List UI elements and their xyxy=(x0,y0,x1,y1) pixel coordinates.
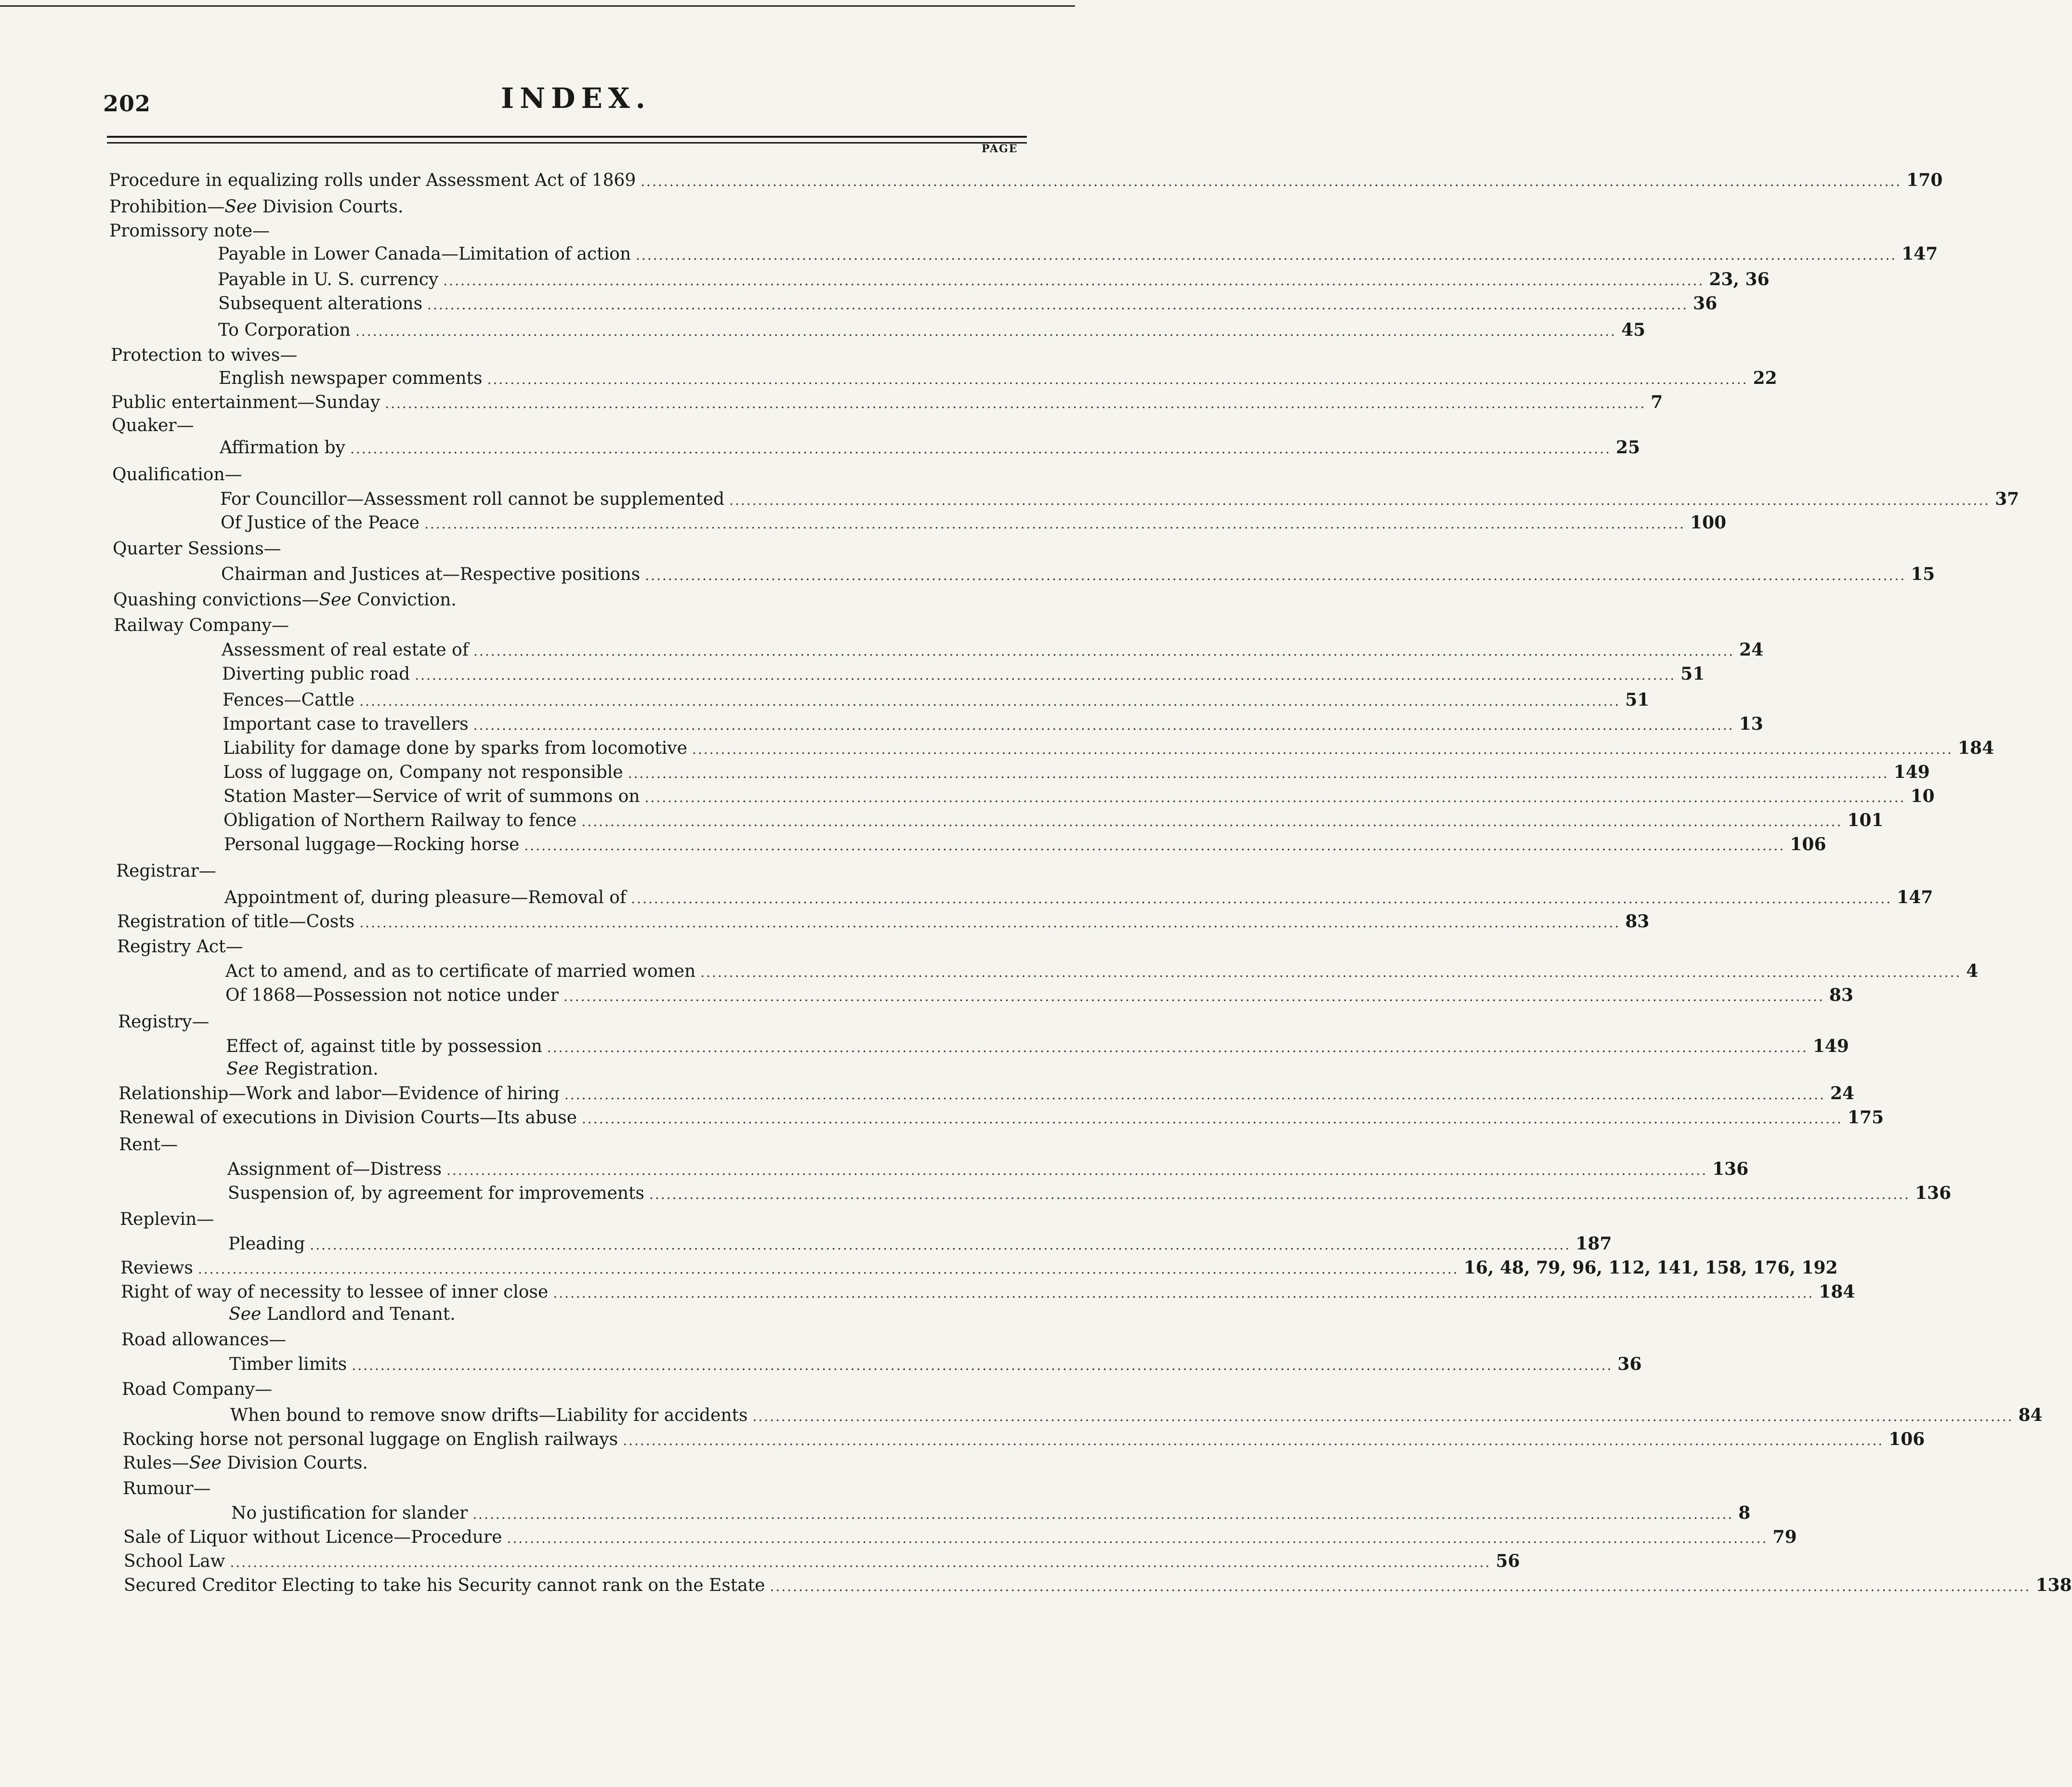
entry-text: Registration of title—Costs xyxy=(117,912,355,932)
index-entry xyxy=(118,1083,1855,1104)
index-entry xyxy=(222,639,1764,660)
leader-dots: ............................................................................................................................................................................................................................ xyxy=(197,1261,1459,1277)
entry-page-number: 101 xyxy=(1847,810,1884,830)
entry-text: Appointment of, during pleasure—Removal of xyxy=(224,888,627,907)
entry-page-number: 106 xyxy=(1790,834,1826,854)
entry-page-number: 136 xyxy=(1712,1159,1749,1179)
leader-dots: ............................................................................................................................................................................................................................ xyxy=(473,717,1734,733)
leader-dots: ............................................................................................................................................................................................................................ xyxy=(473,643,1735,659)
entry-text: Promissory note— xyxy=(109,221,270,241)
index-entry xyxy=(124,1575,2072,1596)
index-entry xyxy=(114,615,1045,636)
entry-text: Road allowances— xyxy=(121,1330,287,1350)
entry-text: Reviews xyxy=(120,1258,193,1278)
entry-page-number: 136 xyxy=(1915,1183,1952,1203)
leader-dots: ............................................................................................................................................................................................................................ xyxy=(752,1408,2014,1424)
index-entry xyxy=(218,243,1938,264)
leader-dots: ............................................................................................................................................................................................................................ xyxy=(628,765,1889,781)
entry-page-number: 51 xyxy=(1680,664,1705,684)
index-entry xyxy=(223,786,1935,807)
index-entry xyxy=(218,269,1770,290)
entry-text: Assessment of real estate of xyxy=(222,640,469,660)
entry-text: Important case to travellers xyxy=(223,714,469,734)
index-entry xyxy=(227,1158,1749,1180)
entry-text: Registry Act— xyxy=(117,937,243,957)
entry-text: Diverting public road xyxy=(222,664,410,684)
see-reference: See xyxy=(224,197,257,217)
index-entry xyxy=(117,911,1650,932)
index-entry xyxy=(221,564,1935,585)
index-entry xyxy=(112,415,1045,436)
entry-text: Right of way of necessity to lessee of inner close xyxy=(121,1282,549,1302)
entry-text: Station Master—Service of writ of summons on xyxy=(223,787,640,806)
entry-text: Quaker— xyxy=(112,416,194,435)
entry-page-number: 83 xyxy=(1625,911,1650,932)
entry-text: Prohibition—See Division Courts. xyxy=(109,197,404,217)
leader-dots: ............................................................................................................................................................................................................................ xyxy=(692,741,1954,757)
entry-text: Loss of luggage on, Company not responsible xyxy=(223,762,623,782)
entry-page-number: 83 xyxy=(1829,985,1854,1005)
index-entry xyxy=(118,1012,1045,1033)
index-entry xyxy=(123,1526,1797,1548)
index-entry xyxy=(222,663,1705,684)
leader-dots: ............................................................................................................................................................................................................................ xyxy=(631,891,1892,907)
index-entry xyxy=(228,1183,1952,1204)
entry-page-number: 100 xyxy=(1690,512,1727,533)
entry-text: When bound to remove snow drifts—Liability for accidents xyxy=(230,1406,748,1425)
entry-page-number: 84 xyxy=(2018,1405,2043,1425)
entry-page-number: 10 xyxy=(1910,786,1935,806)
leader-dots: ............................................................................................................................................................................................................................ xyxy=(350,441,1612,457)
entry-text: Liability for damage done by sparks from locomotive xyxy=(223,738,687,758)
page-column-label: PAGE xyxy=(982,143,1018,155)
entry-text: Payable in U. S. currency xyxy=(218,270,439,289)
entry-page-number: 4 xyxy=(1966,961,1979,981)
entry-text: Road Company— xyxy=(122,1380,273,1399)
entry-page-number: 37 xyxy=(1995,489,2020,509)
index-entry xyxy=(113,590,1045,611)
leader-dots: ............................................................................................................................................................................................................................ xyxy=(443,273,1705,289)
index-entry xyxy=(109,197,1045,218)
index-entry xyxy=(224,834,1826,855)
entry-text: Payable in Lower Canada—Limitation of action xyxy=(218,244,631,264)
index-entry xyxy=(218,293,1718,314)
index-entry xyxy=(225,985,1854,1006)
leader-dots: ............................................................................................................................................................................................................................ xyxy=(487,371,1748,387)
leader-dots: ............................................................................................................................................................................................................................ xyxy=(729,492,1991,508)
entry-text: Public entertainment—Sunday xyxy=(111,393,380,412)
entry-text: Quarter Sessions— xyxy=(113,539,281,559)
index-entry xyxy=(109,221,1045,242)
entry-page-number: 51 xyxy=(1625,690,1650,710)
index-entry xyxy=(122,1429,1925,1450)
entry-page-number: 147 xyxy=(1902,244,1938,264)
entry-text: See Landlord and Tenant. xyxy=(229,1304,456,1324)
page-number: 202 xyxy=(103,91,151,117)
entry-text: Chairman and Justices at—Respective positions xyxy=(221,565,641,584)
index-entry xyxy=(225,960,1979,982)
see-reference: See xyxy=(189,1453,222,1473)
entry-text: Relationship—Work and labor—Evidence of hiring xyxy=(118,1084,560,1104)
entry-text: Sale of Liquor without Licence—Procedure xyxy=(123,1527,502,1547)
entry-text: Qualification— xyxy=(112,465,242,485)
entry-text: Registry— xyxy=(118,1012,210,1032)
entry-text: Obligation of Northern Railway to fence xyxy=(223,811,577,830)
entry-page-number: 138 xyxy=(2035,1575,2072,1595)
entry-text: Quashing convictions—See Conviction. xyxy=(113,590,457,610)
entry-text: Affirmation by xyxy=(220,438,345,458)
entry-text: For Councillor—Assessment roll cannot be supplemented xyxy=(220,489,724,509)
entry-page-number: 25 xyxy=(1616,437,1640,458)
index-entry xyxy=(226,1059,1045,1080)
index-entry xyxy=(223,689,1650,710)
entry-text: Rules—See Division Courts. xyxy=(123,1453,368,1473)
see-reference: See xyxy=(319,590,352,610)
entry-text: Suspension of, by agreement for improvements xyxy=(228,1183,644,1203)
index-entry xyxy=(230,1405,2043,1426)
leader-dots: ............................................................................................................................................................................................................................ xyxy=(359,693,1621,709)
leader-dots: ............................................................................................................................................................................................................................ xyxy=(649,1186,1910,1202)
entry-text: See Registration. xyxy=(226,1059,379,1079)
entry-page-number: 36 xyxy=(1617,1354,1642,1374)
leader-dots: ............................................................................................................................................................................................................................ xyxy=(230,1554,1491,1570)
entry-page-number: 149 xyxy=(1812,1036,1849,1056)
leader-dots: ............................................................................................................................................................................................................................ xyxy=(427,297,1689,313)
leader-dots: ............................................................................................................................................................................................................................ xyxy=(563,988,1824,1004)
index-entry xyxy=(121,1329,1045,1351)
leader-dots: ............................................................................................................................................................................................................................ xyxy=(524,838,1785,854)
index-entry xyxy=(223,810,1884,831)
index-entry xyxy=(124,1550,1520,1572)
entry-page-number: 184 xyxy=(1958,738,1994,758)
index-entry xyxy=(111,392,1663,413)
entry-page-number: 7 xyxy=(1651,392,1663,412)
index-entry xyxy=(226,1036,1849,1057)
entry-page-number: 147 xyxy=(1897,887,1933,907)
entry-text: Act to amend, and as to certificate of married women xyxy=(225,961,696,981)
entry-text: Assignment of—Distress xyxy=(227,1159,442,1179)
index-entry xyxy=(123,1453,1045,1474)
entry-page-number: 23, 36 xyxy=(1709,269,1770,289)
see-reference: See xyxy=(229,1304,262,1324)
page-title: INDEX. xyxy=(501,82,651,115)
entry-text: English newspaper comments xyxy=(219,368,483,388)
leader-dots: ............................................................................................................................................................................................................................ xyxy=(446,1162,1708,1178)
entry-text: Protection to wives— xyxy=(111,345,298,365)
entry-page-number: 8 xyxy=(1738,1503,1751,1523)
leader-dots: ............................................................................................................................................................................................................................ xyxy=(645,567,1906,583)
entry-text: Pleading xyxy=(228,1234,305,1254)
entry-text: Replevin— xyxy=(120,1209,214,1229)
leader-dots: ............................................................................................................................................................................................................................ xyxy=(472,1506,1734,1522)
index-entry xyxy=(117,936,1045,958)
index-entry xyxy=(121,1281,1855,1302)
entry-text: Renewal of executions in Division Courts—Its abuse xyxy=(119,1108,577,1128)
leader-dots: ............................................................................................................................................................................................................................ xyxy=(581,1111,1843,1127)
index-entry xyxy=(221,512,1727,533)
leader-dots: ............................................................................................................................................................................................................................ xyxy=(553,1285,1814,1301)
index-entry xyxy=(119,1134,1045,1156)
index-entry xyxy=(220,488,2020,510)
entry-text: Subsequent alterations xyxy=(218,294,423,314)
leader-dots: ............................................................................................................................................................................................................................ xyxy=(415,667,1676,683)
index-entry xyxy=(219,368,1777,389)
entry-page-number: 24 xyxy=(1830,1083,1855,1104)
entry-page-number: 175 xyxy=(1847,1107,1884,1128)
index-entry xyxy=(112,464,1045,486)
entry-text: To Corporation xyxy=(218,320,351,340)
leader-dots: ............................................................................................................................................................................................................................ xyxy=(355,323,1617,339)
entry-page-number: 36 xyxy=(1693,293,1718,314)
leader-dots: ............................................................................................................................................................................................................................ xyxy=(564,1087,1825,1103)
index-entry xyxy=(223,737,1994,759)
index-entry xyxy=(109,170,1943,191)
entry-text: Of 1868—Possession not notice under xyxy=(225,985,559,1005)
entry-text: Registrar— xyxy=(116,861,216,881)
leader-dots: ............................................................................................................................................................................................................................ xyxy=(547,1039,1808,1055)
entry-text: Secured Creditor Electing to take his Security cannot rank on the Estate xyxy=(124,1576,765,1595)
index-entry xyxy=(229,1353,1642,1375)
entry-page-number: 149 xyxy=(1893,762,1930,782)
leader-dots: ............................................................................................................................................................................................................................ xyxy=(636,247,1897,263)
entry-page-number: 24 xyxy=(1739,640,1764,660)
index-entry xyxy=(231,1502,1751,1524)
entry-text: Personal luggage—Rocking horse xyxy=(224,835,520,854)
entry-page-number: 16, 48, 79, 96, 112, 141, 158, 176, 192 xyxy=(1463,1258,1838,1278)
entry-page-number: 187 xyxy=(1575,1234,1612,1254)
index-entry xyxy=(122,1379,1045,1400)
index-entry xyxy=(223,762,1930,783)
leader-dots: ............................................................................................................................................................................................................................ xyxy=(641,173,1902,189)
entry-text: No justification for slander xyxy=(231,1503,468,1523)
entry-page-number: 15 xyxy=(1911,564,1935,584)
entry-page-number: 184 xyxy=(1819,1282,1855,1302)
index-entry xyxy=(224,887,1933,908)
leader-dots: ............................................................................................................................................................................................................................ xyxy=(700,964,1962,980)
index-entry xyxy=(218,319,1646,341)
entry-page-number: 106 xyxy=(1888,1429,1925,1449)
index-entry xyxy=(220,437,1640,458)
index-entry xyxy=(123,1478,1045,1499)
index-entry xyxy=(113,539,1045,560)
leader-dots: ............................................................................................................................................................................................................................ xyxy=(644,789,1906,805)
entry-text: Railway Company— xyxy=(114,616,289,635)
leader-dots: ............................................................................................................................................................................................................................ xyxy=(507,1530,1768,1546)
leader-dots: ............................................................................................................................................................................................................................ xyxy=(424,516,1686,532)
leader-dots: ............................................................................................................................................................................................................................ xyxy=(310,1237,1571,1253)
entry-page-number: 45 xyxy=(1621,320,1646,340)
index-entry xyxy=(111,345,1045,366)
leader-dots: ............................................................................................................................................................................................................................ xyxy=(581,814,1843,829)
leader-dots: ............................................................................................................................................................................................................................ xyxy=(352,1357,1613,1373)
index-entry xyxy=(119,1107,1884,1128)
entry-page-number: 22 xyxy=(1753,368,1777,388)
entry-text: Rumour— xyxy=(123,1479,211,1498)
entry-page-number: 56 xyxy=(1495,1551,1520,1571)
index-entry xyxy=(223,713,1763,735)
entry-text: Timber limits xyxy=(229,1354,347,1374)
leader-dots: ............................................................................................................................................................................................................................ xyxy=(385,395,1646,411)
leader-dots: ............................................................................................................................................................................................................................ xyxy=(770,1578,2031,1594)
entry-text: Procedure in equalizing rolls under Assessment Act of 1869 xyxy=(109,171,636,190)
index-entry xyxy=(116,861,1045,882)
entry-page-number: 79 xyxy=(1772,1527,1797,1547)
index-entry xyxy=(120,1257,1838,1278)
entry-text: Effect of, against title by possession xyxy=(226,1037,542,1056)
entry-page-number: 170 xyxy=(1906,170,1943,190)
index-entry xyxy=(229,1304,1045,1325)
see-reference: See xyxy=(226,1059,259,1079)
entry-page-number: 13 xyxy=(1739,714,1763,734)
entry-text: Of Justice of the Peace xyxy=(221,513,420,533)
index-entry xyxy=(228,1233,1612,1254)
leader-dots: ............................................................................................................................................................................................................................ xyxy=(623,1432,1884,1448)
leader-dots: ............................................................................................................................................................................................................................ xyxy=(359,915,1621,931)
index-entry xyxy=(120,1209,1045,1230)
entry-text: Rent— xyxy=(119,1135,178,1155)
entry-text: Rocking horse not personal luggage on English railways xyxy=(122,1430,618,1449)
entry-text: School Law xyxy=(124,1551,225,1571)
entry-text: Fences—Cattle xyxy=(223,690,355,710)
